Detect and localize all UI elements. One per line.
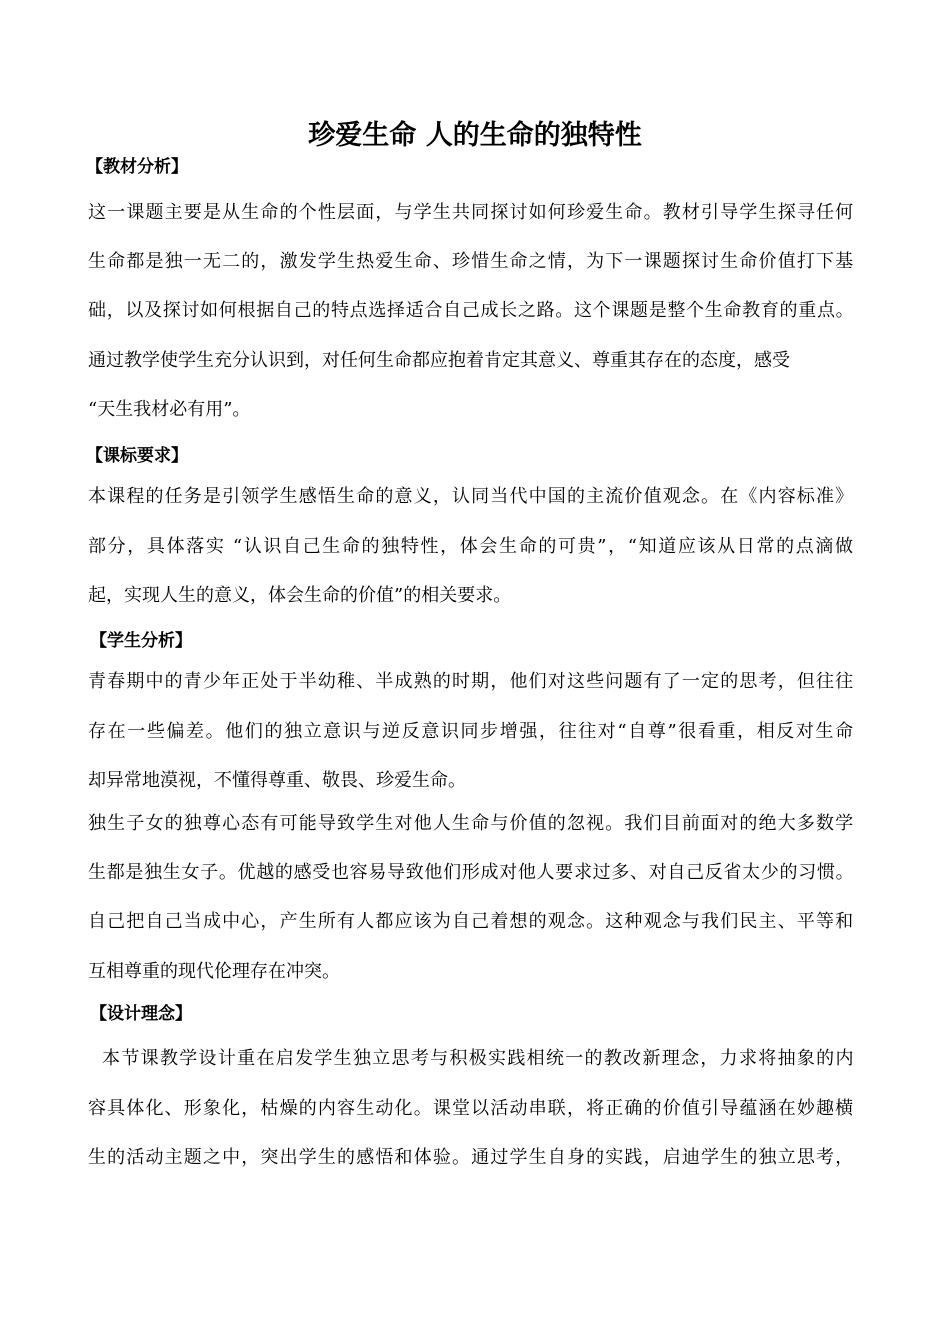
- paragraph-line: 础，以及探讨如何根据自己的特点选择适合自己成长之路。这个课题是整个生命教育的重点。: [88, 300, 855, 321]
- paragraph-line: 却异常地漠视，不懂得尊重、敬畏、珍爱生命。: [88, 770, 466, 791]
- paragraph-line: 部分，具体落实 “认识自己生命的独特性，体会生命的可贵”，“知道应该从日常的点滴做: [88, 536, 855, 557]
- section-heading-textbook-analysis: 【教材分析】: [86, 157, 188, 177]
- section-heading-design-concept: 【设计理念】: [90, 1004, 192, 1024]
- paragraph-line: 容具体化、形象化，枯燥的内容生动化。课堂以活动串联，将正确的价值引导蕴涵在妙趣横: [88, 1098, 855, 1119]
- paragraph-line: 通过教学使学生充分认识到，对任何生命都应抱着肯定其意义、尊重其存在的态度，感受: [88, 350, 790, 371]
- paragraph-line: “天生我材必有用”。: [88, 399, 251, 420]
- paragraph-line: 青春期中的青少年正处于半幼稚、半成熟的时期，他们对这些问题有了一定的思考，但往往: [88, 671, 855, 692]
- section-heading-student-analysis: 【学生分析】: [90, 631, 192, 651]
- paragraph-line: 生命都是独一无二的，激发学生热爱生命、珍惜生命之情，为下一课题探讨生命价值打下基: [88, 251, 855, 272]
- paragraph-line: 独生子女的独尊心态有可能导致学生对他人生命与价值的忽视。我们目前面对的绝大多数学: [88, 813, 855, 834]
- section-heading-curriculum-requirements: 【课标要求】: [86, 446, 188, 466]
- paragraph-line: 起，实现人生的意义，体会生命的价值”的相关要求。: [88, 585, 512, 606]
- paragraph-line: 本节课教学设计重在启发学生独立思考与积极实践相统一的教改新理念，力求将抽象的内: [88, 1048, 855, 1069]
- document-title: 珍爱生命 人的生命的独特性: [308, 120, 642, 151]
- paragraph-line: 存在一些偏差。他们的独立意识与逆反意识同步增强，往往对“自尊”很看重，相反对生命: [88, 721, 855, 742]
- paragraph-line: 这一课题主要是从生命的个性层面，与学生共同探讨如何珍爱生命。教材引导学生探寻任何: [88, 202, 855, 223]
- paragraph-line: 互相尊重的现代伦理存在冲突。: [88, 961, 340, 982]
- paragraph-line: 自己把自己当成中心，产生所有人都应该为自己着想的观念。这种观念与我们民主、平等和: [88, 911, 855, 932]
- paragraph-line: 生的活动主题之中，突出学生的感悟和体验。通过学生自身的实践，启迪学生的独立思考，: [88, 1147, 855, 1168]
- paragraph-line: 本课程的任务是引领学生感悟生命的意义，认同当代中国的主流价值观念。在《内容标准》: [88, 486, 855, 507]
- paragraph-line: 生都是独生女子。优越的感受也容易导致他们形成对他人要求过多、对自己反省太少的习惯。: [88, 862, 855, 883]
